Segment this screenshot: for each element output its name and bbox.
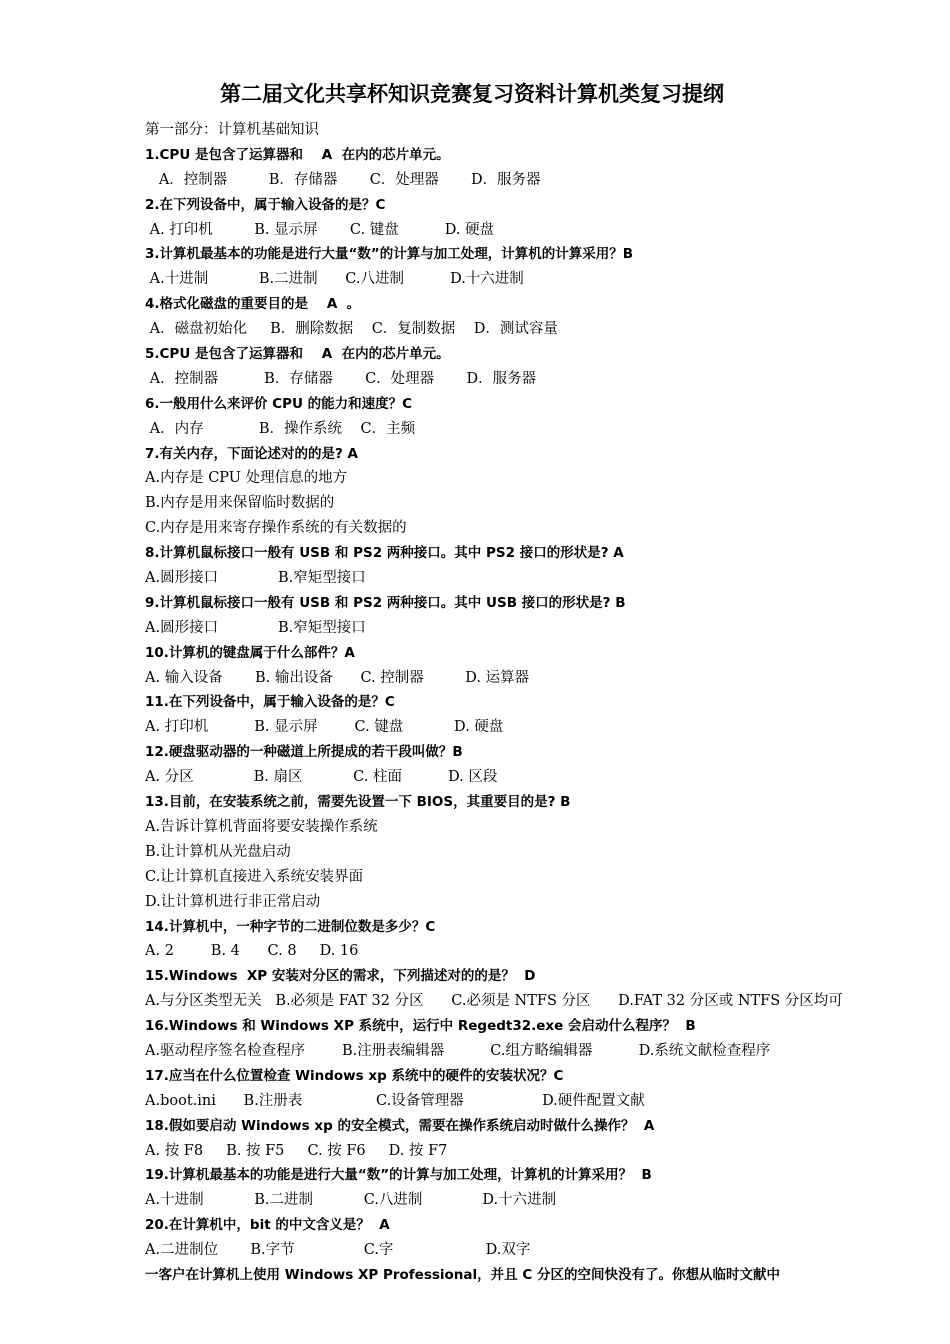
question-line: 12.硬盘驱动器的一种磁道上所提成的若干段叫做？B <box>145 744 463 761</box>
question-line: 14.计算机中，一种字节的二进制位数是多少？C <box>145 918 436 935</box>
option-line: A. 打印机 B. 显示屏 C. 键盘 D. 硬盘 <box>145 719 504 736</box>
option-line: A.十进制 B.二进制 C.八进制 D.十六进制 <box>145 271 524 288</box>
question-line: 8.计算机鼠标接口一般有 USB 和 PS2 两种接口。其中 PS2 接口的形状是? A <box>145 545 624 562</box>
question-line: 一客户在计算机上使用 Windows XP Professional，并且 C 分区的空间快没有了。你想从临时文献中 <box>145 1266 780 1283</box>
question-line: 9.计算机鼠标接口一般有 USB 和 PS2 两种接口。其中 USB 接口的形状是? B <box>145 594 626 611</box>
option-line: D.让计算机进行非正常启动 <box>145 893 321 910</box>
option-line: A.圆形接口 B.窄矩型接口 <box>145 570 366 587</box>
question-line: 1.CPU 是包含了运算器和 A 在内的芯片单元。 <box>145 146 450 163</box>
option-line: A. 按 F8 B. 按 F5 C. 按 F6 D. 按 F7 <box>145 1142 448 1159</box>
question-line: 20.在计算机中，bit 的中文含义是？ A <box>145 1217 390 1234</box>
option-line: A.告诉计算机背面将要安装操作系统 <box>145 818 378 835</box>
option-line: B.让计算机从光盘启动 <box>145 843 291 860</box>
section-heading: 第一部分：计算机基础知识 <box>145 122 319 138</box>
question-line: 2.在下列设备中，属于输入设备的是？C <box>145 196 386 213</box>
option-line: A. 打印机 B. 显示屏 C. 键盘 D. 硬盘 <box>145 221 495 238</box>
question-line: 6.一般用什么来评价 CPU 的能力和速度？C <box>145 395 413 412</box>
option-line: A．控制器 B．存储器 C．处理器 D．服务器 <box>145 370 537 387</box>
option-line: A. 2 B. 4 C. 8 D. 16 <box>145 943 359 960</box>
document-title: 第二届文化共享杯知识竞赛复习资料计算机类复习提纲 <box>220 82 724 106</box>
option-line: A.圆形接口 B.窄矩型接口 <box>145 619 366 636</box>
option-line: A. 分区 B. 扇区 C. 柱面 D. 区段 <box>145 769 498 786</box>
option-line: A．磁盘初始化 B．删除数据 C．复制数据 D．测试容量 <box>145 321 558 338</box>
question-line: 11.在下列设备中，属于输入设备的是？C <box>145 694 395 711</box>
document-body <box>145 118 925 1288</box>
option-line: A．内存 B．操作系统 C．主频 <box>145 420 416 437</box>
question-line: 15.Windows XP 安装对分区的需求，下列描述对的的是？ D <box>145 968 536 985</box>
question-line: 5.CPU 是包含了运算器和 A 在内的芯片单元。 <box>145 346 450 363</box>
question-line: 18.假如要启动 Windows xp 的安全模式，需要在操作系统启动时做什么操作？ A <box>145 1117 655 1134</box>
option-line: A.boot.ini B.注册表 C.设备管理器 D.硬件配置文献 <box>145 1092 645 1109</box>
question-line: 16.Windows 和 Windows XP 系统中，运行中 Regedt32.exe 会启动什么程序？ B <box>145 1018 696 1035</box>
question-line: 19.计算机最基本的功能是进行大量“数”的计算与加工处理，计算机的计算采用？ B <box>145 1167 652 1184</box>
question-line: 3.计算机最基本的功能是进行大量“数”的计算与加工处理，计算机的计算采用？B <box>145 246 634 263</box>
option-line: A. 输入设备 B. 输出设备 C. 控制器 D. 运算器 <box>145 669 530 686</box>
option-line: A.驱动程序签名检查程序 B.注册表编辑器 C.组方略编辑器 D.系统文献检查程序 <box>145 1042 771 1059</box>
question-line: 4.格式化磁盘的重要目的是 A 。 <box>145 296 361 313</box>
option-line: C.内存是用来寄存操作系统的有关数据的 <box>145 520 407 537</box>
question-line: 7.有关内存，下面论述对的的是? A <box>145 445 359 462</box>
question-line: 10.计算机的键盘属于什么部件？A <box>145 644 355 661</box>
question-line: 17.应当在什么位置检查 Windows xp 系统中的硬件的安装状况？C <box>145 1067 564 1084</box>
option-line: C.让计算机直接进入系统安装界面 <box>145 868 364 885</box>
option-line: A.与分区类型无关 B.必须是 FAT 32 分区 C.必须是 NTFS 分区 D.FAT 32 分区或 NTFS 分区均可 <box>145 993 843 1010</box>
option-line: A.二进制位 B.字节 C.字 D.双字 <box>145 1242 531 1259</box>
question-line: 13.目前，在安装系统之前，需要先设置一下 BIOS，其重要目的是? B <box>145 794 571 811</box>
option-line: B.内存是用来保留临时数据的 <box>145 495 335 512</box>
option-line: A.内存是 CPU 处理信息的地方 <box>145 470 348 487</box>
option-line: A.十进制 B.二进制 C.八进制 D.十六进制 <box>145 1192 557 1209</box>
option-line: A．控制器 B．存储器 C．处理器 D．服务器 <box>145 171 541 188</box>
